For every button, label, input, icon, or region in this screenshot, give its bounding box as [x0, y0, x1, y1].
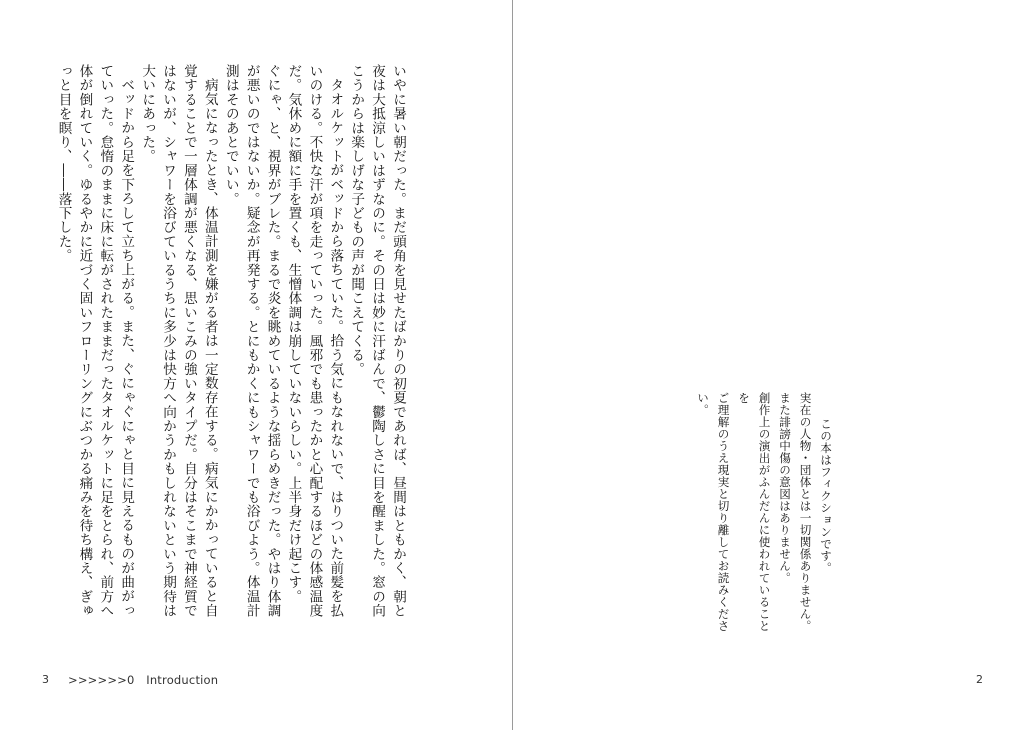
disclaimer-title: この本はフィクションです。 [819, 417, 833, 574]
left-page-number: 3 [42, 673, 49, 686]
disclaimer-line: ご理解のうえ現実と切り離してお読みください。 [696, 392, 731, 632]
disclaimer-line: また誹謗中傷の意図はありません。 [778, 392, 792, 584]
story-body-text [55, 64, 408, 624]
disclaimer-line: 創作上の演出がふんだんに使われていることを [737, 392, 772, 632]
book-spine-divider [512, 0, 513, 730]
disclaimer-line: 実在の人物・団体とは一切関係ありません。 [798, 392, 813, 632]
story-paragraph-4: 病気になったとき、体温計測を嫌がる者は一定数存在する。病気にかかっていると自覚することで一層体調が悪くなる、思いこみの強いタイプだ。自分はそこまで神経質ではないが、シャワーを浴びているうちに多少は快方へ向かうかもしれないという期待は大いにあった。 [139, 64, 218, 618]
story-paragraph-5: ベッドから足を下ろして立ち上がる。また、ぐにゃぐにゃと目に見えるものが曲がっていった。怠惰のままに床に転がされたままだったタオルケットに足をとられ、前方へ体が倒れていく。ゆるやかに近づく固いフローリングにぶつかる痛みを待ち構え、ぎゅっと目を瞑り、――落下した。 [55, 64, 135, 618]
right-page-number: 2 [976, 673, 983, 686]
story-paragraph-1: いやに暑い朝だった。まだ頭角を見せたばかりの初夏であれば、昼間はともかく、朝と夜は大抵涼しいはずなのに。その日は妙に汗ばんで、鬱陶しさに目を醒ました。窓の向こうからは楽しげな子どもの声が聞こえてくる。 [348, 64, 406, 618]
story-paragraph-3: ぐにゃ、と、視界がブレた。まるで炎を眺めているような揺らめきだった。やはり体調が悪いのではないか。疑念が再発する。とにもかくにもシャワーでも浴びよう。体温計測はそのあとでいい。 [222, 64, 281, 618]
fiction-disclaimer [696, 392, 836, 632]
running-chapter-title: >>>>>>0 Introduction [68, 673, 219, 687]
story-paragraph-2: タオルケットがベッドから落ちていた。拾う気にもなれないで、はりついた前髪を払いのける。不快な汗が項を走っていった。風邪でも患ったかと心配するほどの体感温度だ。気休めに額に手を置くも、生憎体調は崩していないらしい。上半身だけ起こす。 [285, 64, 344, 618]
